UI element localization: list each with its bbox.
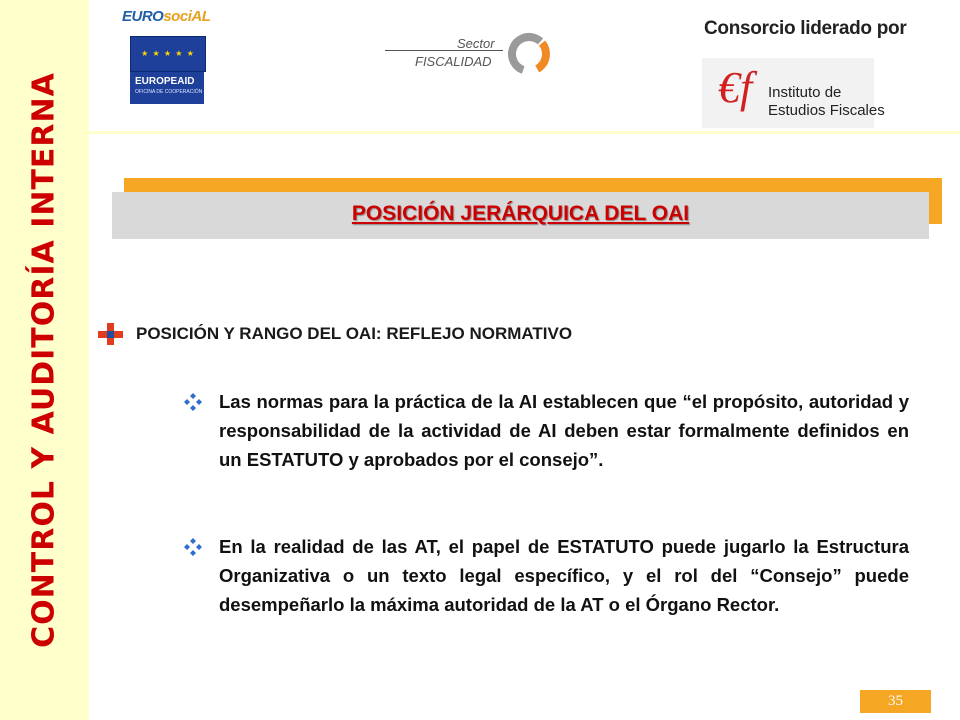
ief-monogram: €f bbox=[718, 63, 753, 112]
diamond-bullet-icon bbox=[184, 393, 202, 411]
eurosocial-brand: EUROsociAL bbox=[122, 8, 211, 25]
page-number: 35 bbox=[860, 690, 931, 713]
eurosocial-logo bbox=[118, 6, 230, 106]
section-heading: POSICIÓN Y RANGO DEL OAI: REFLEJO NORMATIVO bbox=[136, 324, 573, 343]
vertical-title: CONTROL Y AUDITORÍA INTERNA bbox=[26, 72, 62, 648]
europeaid-badge: EUROPEAID OFICINA DE COOPERACIÓN bbox=[130, 72, 204, 104]
consorcio-heading: Consorcio liderado por bbox=[704, 18, 907, 39]
consorcio-logo bbox=[698, 18, 907, 128]
eu-flag-icon: ★ ★ ★ ★ ★ bbox=[130, 36, 206, 72]
header-divider bbox=[89, 131, 960, 134]
diamond-bullet-icon bbox=[184, 538, 202, 556]
ief-name: Instituto de Estudios Fiscales bbox=[768, 84, 885, 119]
sector-fiscalidad-logo: Sector FISCALIDAD bbox=[385, 28, 555, 83]
level1-bullet-icon bbox=[98, 323, 123, 345]
slide-title: POSICIÓN JERÁRQUICA DEL OAI bbox=[351, 202, 690, 225]
bullet-paragraph: Las normas para la práctica de la AI establecen que “el propósito, autoridad y responsabilidad de la actividad de AI deben estar formalmente definidos en un ESTATUTO y aprobados por el consejo”. bbox=[219, 391, 909, 470]
sidebar bbox=[0, 0, 89, 720]
ring-icon bbox=[505, 28, 553, 80]
bullet-paragraph: En la realidad de las AT, el papel de ESTATUTO puede jugarlo la Estructura Organizativa o un texto legal específico, y el rol del “Consejo” puede desempeñarlo la máxima autoridad de la AT o el Órgano Rector. bbox=[219, 536, 909, 615]
